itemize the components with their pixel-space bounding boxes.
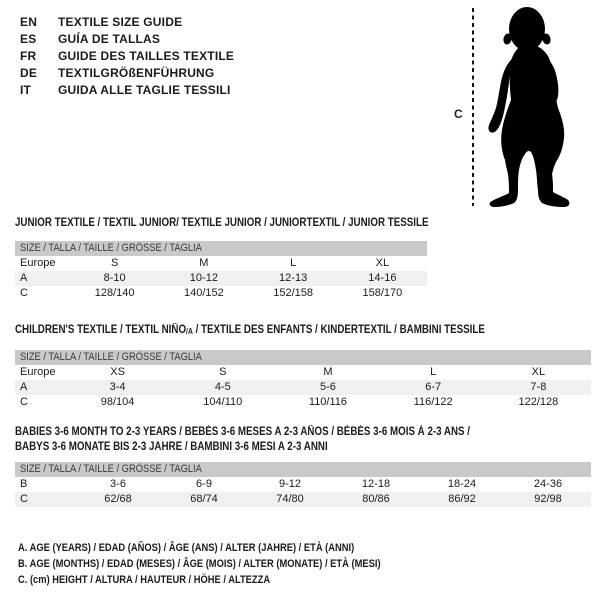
table-title-text [15, 440, 328, 455]
size-table [15, 365, 591, 410]
table-cell: 68/74 [190, 493, 218, 505]
table-title-line [15, 216, 427, 231]
size-header-bar [15, 241, 427, 256]
language-row [20, 14, 234, 31]
table-cell: 104/110 [203, 396, 243, 408]
row-label-cell: A [20, 272, 28, 284]
language-code: EN [20, 15, 38, 29]
table-cell: 152/158 [273, 287, 313, 299]
row-label-cell: C [20, 287, 28, 299]
size-header-text: SIZE / TALLA / TAILLE / GRÖSSE / TAGLIA [20, 463, 202, 475]
table-cell: S [219, 366, 227, 378]
language-title: GUIDA ALLE TAGLIE TESSILI [58, 83, 231, 97]
table-cell: 128/140 [94, 287, 135, 299]
footnote-b [18, 556, 445, 572]
table-cell: 3-6 [110, 478, 126, 490]
table-row [15, 492, 591, 507]
table-body [15, 256, 427, 301]
language-title: GUIDE DES TAILLES TEXTILE [58, 49, 235, 63]
language-list [20, 14, 234, 99]
table-cell: 18-24 [447, 478, 477, 490]
table-title-segment: JUNIOR TEXTILE / TEXTIL JUNIOR/ TEXTILE JUNIOR / JUNIORTEXTIL / JUNIOR TESSILE [15, 217, 429, 229]
table-title [15, 216, 427, 231]
table-title-segment: BABIES 3-6 MONTH TO 2-3 YEARS / BEBÉS 3-6 MESES A 2-3 AÑOS / BÉBÉS 3-6 MOIS À 2-3 ANS / [15, 426, 471, 438]
language-title: GUÍA DE TALLAS [58, 32, 161, 46]
row-label-cell: C [20, 493, 28, 505]
table-cell: 62/68 [104, 493, 132, 505]
table-cell: 74/80 [276, 493, 304, 505]
table-cell: 24-36 [533, 478, 563, 490]
table-title-line [15, 425, 591, 440]
size-header-bar [15, 462, 591, 477]
footnotes [18, 540, 445, 588]
table-cell: 9-12 [278, 478, 302, 490]
table-row [15, 380, 591, 395]
table-cell: 110/116 [308, 396, 348, 408]
table-title [15, 425, 591, 455]
table-title-segment: BABYS 3-6 MONATE BIS 2-3 JAHRE / BAMBINI 3-6 MESI A 2-3 ANNI [15, 441, 328, 453]
table-cell: 140/152 [183, 287, 224, 299]
table-cell: XL [531, 366, 546, 378]
language-title: TEXTILE SIZE GUIDE [58, 15, 183, 29]
table-title-text [15, 425, 470, 440]
table-cell: 122/128 [518, 396, 559, 408]
table-cell: 8-10 [103, 272, 126, 284]
table-cell: M [323, 366, 333, 378]
table-title-line [15, 323, 591, 338]
size-table [15, 256, 427, 301]
table-row [15, 365, 591, 380]
footnote-a [18, 540, 445, 556]
size-table-babies [15, 425, 591, 507]
table-cell: 4-5 [214, 381, 231, 393]
language-row [20, 31, 234, 48]
table-title-text [15, 216, 429, 231]
table-cell: 12-13 [279, 272, 308, 284]
table-cell: L [290, 257, 297, 269]
table-row [15, 271, 427, 286]
footnote-text: B. AGE (MONTHS) / EDAD (MESES) / ÂGE (MOIS) / ALTER (MONATE) / ETÀ (MESI) [18, 558, 381, 570]
table-title [15, 323, 591, 338]
table-row [15, 477, 591, 492]
table-cell: XL [375, 257, 390, 269]
language-row [20, 65, 234, 82]
language-code: FR [20, 49, 37, 63]
footnote-text: C. (cm) HEIGHT / ALTURA / HAUTEUR / HÖHE / ALTEZZA [18, 574, 271, 586]
table-cell: 158/170 [362, 287, 403, 299]
table-cell: 86/92 [448, 493, 476, 505]
table-cell: XS [110, 366, 125, 378]
footnote-text: A. AGE (YEARS) / EDAD (AÑOS) / ÂGE (ANS) / ALTER (JAHRE) / ETÀ (ANNI) [18, 542, 355, 554]
language-code: DE [20, 66, 38, 80]
row-label-cell: A [20, 381, 28, 393]
table-row [15, 256, 427, 271]
table-cell: 7-8 [530, 381, 547, 393]
baby-silhouette-icon [488, 7, 569, 207]
table-cell: 80/86 [362, 493, 390, 505]
measure-label: C [454, 107, 463, 121]
table-cell: 12-18 [361, 478, 391, 490]
language-title: TEXTILGRÖßENFÜHRUNG [58, 66, 215, 80]
language-row [20, 82, 234, 99]
table-cell: 98/104 [100, 396, 135, 408]
table-cell: 10-12 [189, 272, 218, 284]
baby-figure [450, 0, 600, 215]
table-cell: 116/122 [413, 396, 453, 408]
table-title-line [15, 440, 591, 455]
table-cell: 14-16 [368, 272, 397, 284]
size-table-junior [15, 216, 427, 301]
table-row [15, 286, 427, 301]
row-label-cell: Europe [20, 366, 56, 378]
table-body [15, 477, 591, 507]
table-cell: L [430, 366, 437, 378]
language-code: IT [20, 83, 32, 97]
footnote-c [18, 572, 445, 588]
size-table-children [15, 323, 591, 410]
row-label-cell: C [20, 396, 28, 408]
size-header-text: SIZE / TALLA / TAILLE / GRÖSSE / TAGLIA [20, 242, 202, 254]
table-cell: 92/98 [534, 493, 562, 505]
language-code: ES [20, 32, 37, 46]
size-table [15, 477, 591, 507]
size-header-text: SIZE / TALLA / TAILLE / GRÖSSE / TAGLIA [20, 351, 202, 363]
table-title-segment: / TEXTILE DES ENFANTS / KINDERTEXTIL / BAMBINI TESSILE [192, 324, 485, 336]
table-cell: 6-9 [196, 478, 212, 490]
size-header-bar [15, 350, 591, 365]
table-cell: 3-4 [109, 381, 126, 393]
table-row [15, 395, 591, 410]
table-cell: 6-7 [425, 381, 442, 393]
language-row [20, 48, 234, 65]
table-cell: 5-6 [320, 381, 336, 393]
row-label-cell: B [20, 478, 28, 490]
table-title-text [15, 323, 485, 339]
table-body [15, 365, 591, 410]
table-title-segment: CHILDREN'S TEXTILE / TEXTIL NIÑO [15, 324, 187, 336]
table-cell: M [199, 257, 209, 269]
table-cell: S [110, 257, 119, 269]
table-title-segment: /A [186, 327, 193, 336]
row-label-cell: Europe [20, 257, 56, 269]
